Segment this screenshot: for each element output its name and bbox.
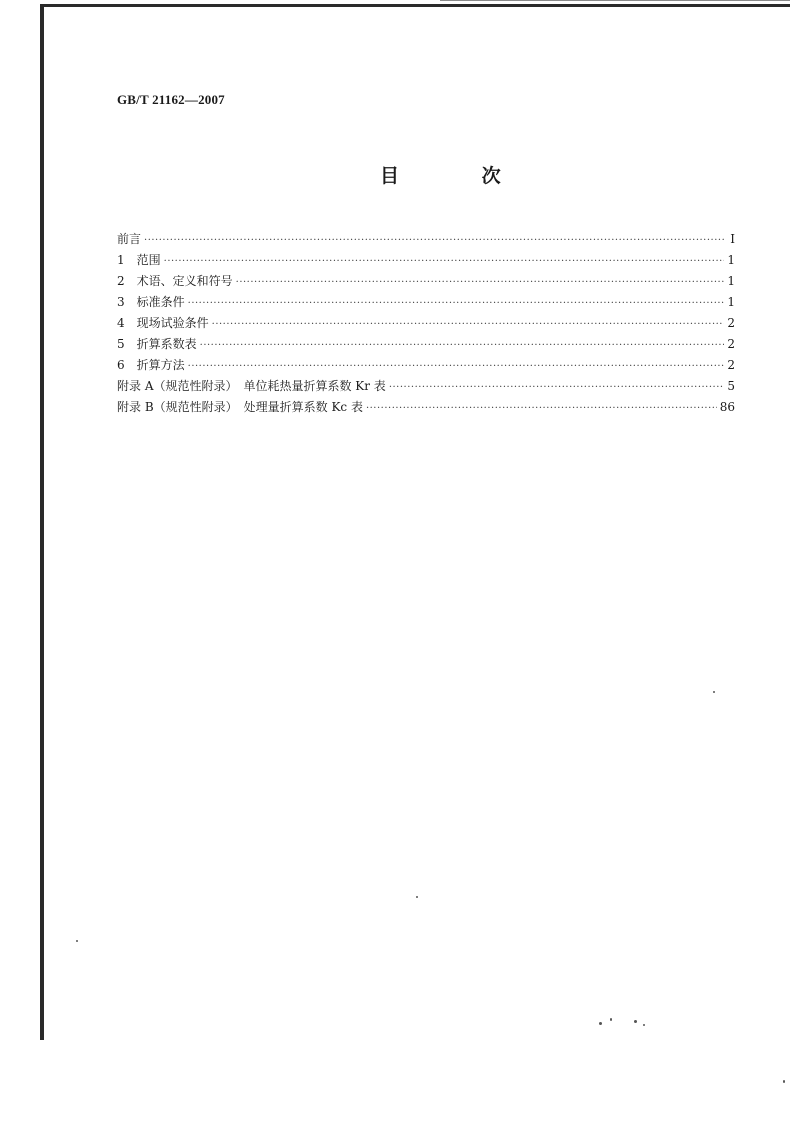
toc-entry-page: 1: [727, 295, 735, 309]
toc-entry-label: 1 范围: [117, 253, 161, 267]
toc-entry-page: 2: [727, 316, 735, 330]
scan-speck: [783, 1080, 785, 1083]
toc-entry-page: 1: [727, 274, 735, 288]
toc-entry-label: 5 折算系数表: [117, 337, 197, 351]
scan-speck: [416, 896, 418, 898]
toc-entry-field-test-conditions[interactable]: [117, 313, 735, 334]
toc-entry-page: 1: [727, 253, 735, 267]
toc-dot-leader: [200, 335, 724, 356]
toc-entry-standard-conditions[interactable]: [117, 292, 735, 313]
toc-entry-conversion-tables[interactable]: [117, 334, 735, 355]
toc-entry-page: 2: [727, 337, 735, 351]
scan-border-left: [40, 6, 44, 1040]
toc-entry-page: I: [730, 232, 735, 246]
toc-entry-terms[interactable]: [117, 271, 735, 292]
toc-dot-leader: [236, 272, 724, 293]
toc-entry-page: 5: [727, 379, 735, 393]
scan-border-top-right: [440, 0, 790, 1]
scan-speck: [634, 1020, 637, 1023]
scan-speck: [76, 940, 78, 942]
toc-dot-leader: [212, 314, 724, 335]
toc-entry-annex-a[interactable]: [117, 376, 735, 397]
table-of-contents: [117, 229, 735, 418]
toc-entry-foreword[interactable]: [117, 229, 735, 250]
toc-entry-label: 附录 B（规范性附录） 处理量折算系数 Kc 表: [117, 400, 363, 414]
toc-entry-page: 2: [727, 358, 735, 372]
toc-dot-leader: [188, 356, 724, 377]
scan-speck: [643, 1024, 645, 1026]
toc-entry-label: 附录 A（规范性附录） 单位耗热量折算系数 Kr 表: [117, 379, 386, 393]
toc-entry-annex-b[interactable]: [117, 397, 735, 418]
toc-entry-label: 前言: [117, 232, 142, 246]
scan-speck: [610, 1018, 612, 1021]
toc-entry-scope[interactable]: [117, 250, 735, 271]
toc-title: 目 次: [380, 165, 539, 187]
scan-speck: [599, 1022, 602, 1025]
scan-border-top: [40, 4, 790, 7]
toc-entry-label: 3 标准条件: [117, 295, 185, 309]
scan-speck: [713, 691, 715, 693]
toc-entry-label: 6 折算方法: [117, 358, 185, 372]
toc-entry-page: 86: [719, 400, 735, 414]
toc-entry-label: 2 术语、定义和符号: [117, 274, 233, 288]
standard-number: GB/T 21162—2007: [117, 92, 225, 107]
toc-dot-leader: [164, 251, 724, 272]
toc-dot-leader: [188, 293, 724, 314]
toc-entry-label: 4 现场试验条件: [117, 316, 209, 330]
toc-entry-conversion-method[interactable]: [117, 355, 735, 376]
toc-dot-leader: [144, 230, 724, 251]
toc-dot-leader: [366, 398, 717, 419]
toc-dot-leader: [389, 377, 724, 398]
